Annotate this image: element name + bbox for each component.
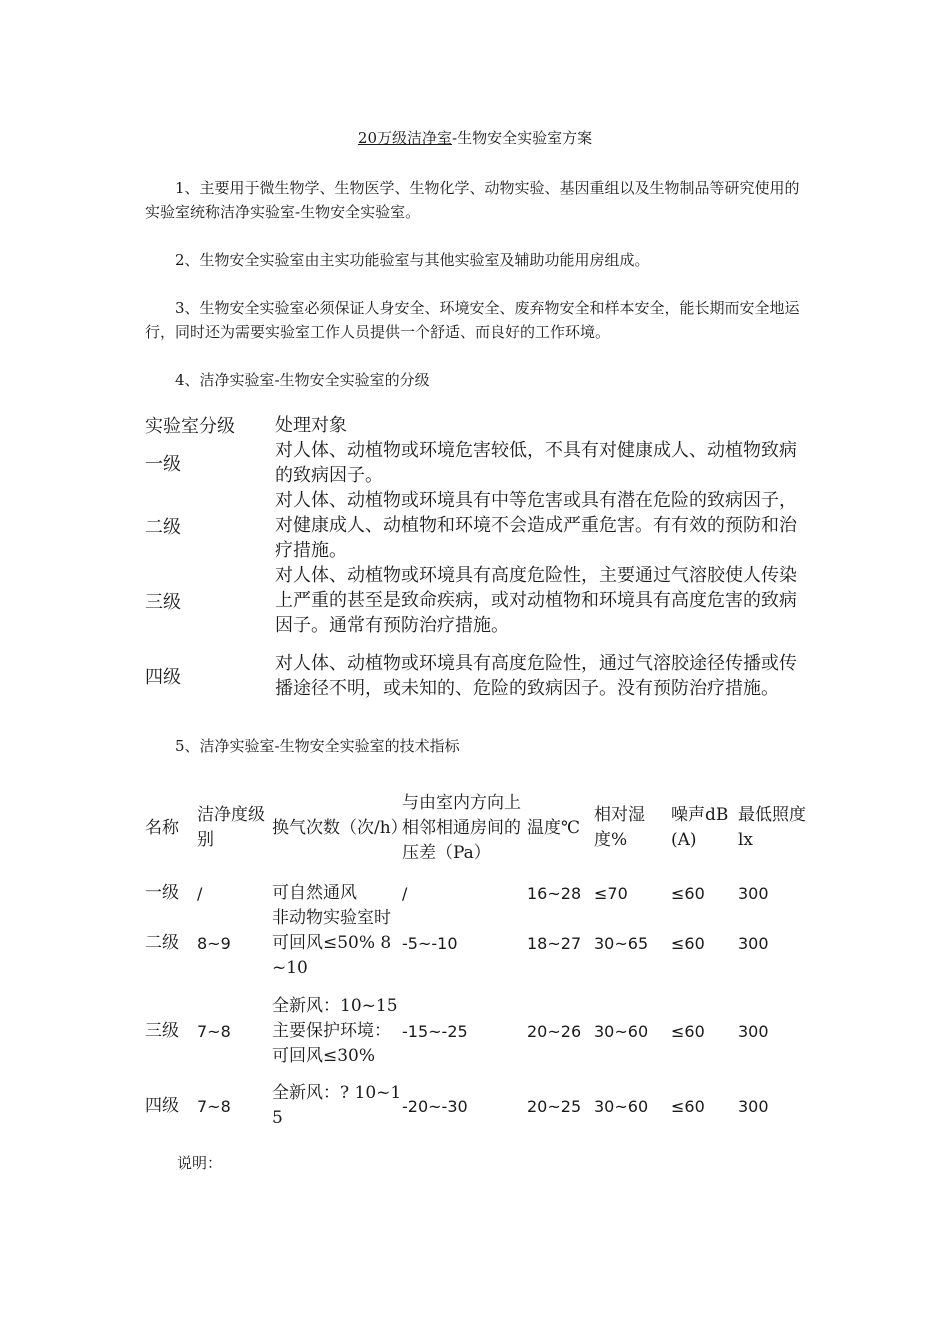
table-row	[145, 981, 810, 1081]
noise-cell: ≤60	[671, 934, 705, 953]
level-cell: 一级	[145, 882, 179, 903]
noise-cell: ≤60	[671, 883, 705, 903]
illuminance-cell: 300	[738, 1096, 769, 1116]
pressure-cell: -20~-30	[402, 1096, 468, 1116]
air-change-cell: 全新风：10~15 主要保护环境：可回风≤30%	[272, 995, 398, 1066]
cleanliness-cell: 8~9	[197, 934, 231, 953]
paragraph-1: 1、主要用于微生物学、生物医学、生物化学、动物实验、基因重组以及生物制品等研究使用的实验室统称洁净实验室-生物安全实验室。	[145, 179, 800, 221]
header-cell: 温度℃	[527, 817, 581, 838]
title-rest: -生物安全实验室方案	[452, 129, 593, 147]
humidity-cell: 30~60	[594, 1096, 649, 1116]
temperature-cell: 18~27	[527, 934, 582, 953]
cleanliness-cell: /	[197, 883, 203, 903]
pressure-cell: -15~-25	[402, 1021, 468, 1041]
level-cell: 二级	[145, 933, 179, 953]
temperature-cell: 20~26	[527, 1021, 582, 1041]
level-cell: 四级	[145, 1095, 179, 1116]
table-row	[145, 880, 810, 906]
paragraph-3: 3、生物安全实验室必须保证人身安全、环境安全、废弃物安全和样本安全，能长期而安全地运行，同时还为需要实验室工作人员提供一个舒适、而良好的工作环境。	[145, 299, 800, 341]
header-cell: 换气次数（次/h）	[272, 817, 408, 838]
humidity-cell: 30~60	[594, 1021, 649, 1041]
note-label: 说明：	[177, 1154, 223, 1172]
desc-cell: 对人体、动植物或环境危害较低，不具有对健康成人、动植物致病的致病因子。	[275, 440, 797, 486]
table-row	[145, 438, 805, 488]
table-header-row	[145, 412, 805, 438]
paragraph-4: 4、洁净实验室-生物安全实验室的分级	[175, 371, 430, 389]
table-row	[145, 563, 805, 638]
header-cell: 处理对象	[275, 414, 347, 436]
cleanliness-cell: 7~8	[197, 1096, 231, 1116]
illuminance-cell: 300	[738, 1021, 769, 1041]
noise-cell: ≤60	[671, 1096, 705, 1116]
air-change-cell: 非动物实验室时可回风≤50% 8~10	[272, 908, 392, 978]
desc-cell: 对人体、动植物或环境具有高度危险性，通过气溶胶途径传播或传播途径不明，或未知的、危险的致病因子。没有预防治疗措施。	[275, 652, 797, 699]
pressure-cell: -5~-10	[402, 934, 458, 953]
desc-cell: 对人体、动植物或环境具有高度危险性，主要通过气溶胶使人传染上严重的甚至是致命疾病，或对动植物和环境具有高度危害的致病因子。通常有预防治疗措施。	[275, 565, 797, 636]
header-cell: 噪声dB(A)	[671, 805, 729, 850]
humidity-cell: 30~65	[594, 934, 649, 953]
section-5-heading: 5、洁净实验室-生物安全实验室的技术指标	[175, 737, 460, 755]
paragraph-2: 2、生物安全实验室由主实功能验室与其他实验室及辅助功能用房组成。	[175, 251, 650, 269]
header-cell: 名称	[145, 817, 179, 838]
temperature-cell: 20~25	[527, 1096, 582, 1116]
table-row	[145, 488, 805, 563]
temperature-cell: 16~28	[527, 883, 582, 903]
tech-table	[145, 780, 810, 1131]
air-change-cell: 全新风：? 10~15	[272, 1083, 402, 1128]
table-row	[145, 1081, 810, 1131]
level-cell: 二级	[145, 516, 181, 538]
level-cell: 三级	[145, 1020, 179, 1041]
document-title	[0, 128, 950, 148]
header-cell: 实验室分级	[145, 416, 235, 437]
noise-cell: ≤60	[671, 1021, 705, 1041]
level-cell: 三级	[145, 591, 181, 613]
illuminance-cell: 300	[738, 883, 769, 903]
level-cell: 一级	[145, 454, 181, 475]
illuminance-cell: 300	[738, 934, 769, 953]
pressure-cell: /	[402, 883, 408, 903]
table-row	[145, 906, 810, 981]
table-header-row	[145, 780, 810, 880]
level-cell: 四级	[145, 666, 181, 688]
classification-table	[145, 412, 805, 713]
header-cell: 相对湿度%	[594, 805, 645, 850]
humidity-cell: ≤70	[594, 883, 628, 903]
air-change-cell: 可自然通风	[272, 882, 357, 903]
cleanliness-cell: 7~8	[197, 1021, 231, 1041]
header-cell: 洁净度级别	[197, 805, 265, 850]
table-row	[145, 638, 805, 713]
header-cell: 与由室内方向上相邻相通房间的压差（Pa）	[402, 792, 521, 863]
header-cell: 最低照度 lx	[738, 805, 806, 850]
title-underlined-part: 20万级洁净室	[357, 129, 452, 147]
desc-cell: 对人体、动植物或环境具有中等危害或具有潜在危险的致病因子，对健康成人、动植物和环境不会造成严重危害。有有效的预防和治疗措施。	[275, 490, 797, 561]
